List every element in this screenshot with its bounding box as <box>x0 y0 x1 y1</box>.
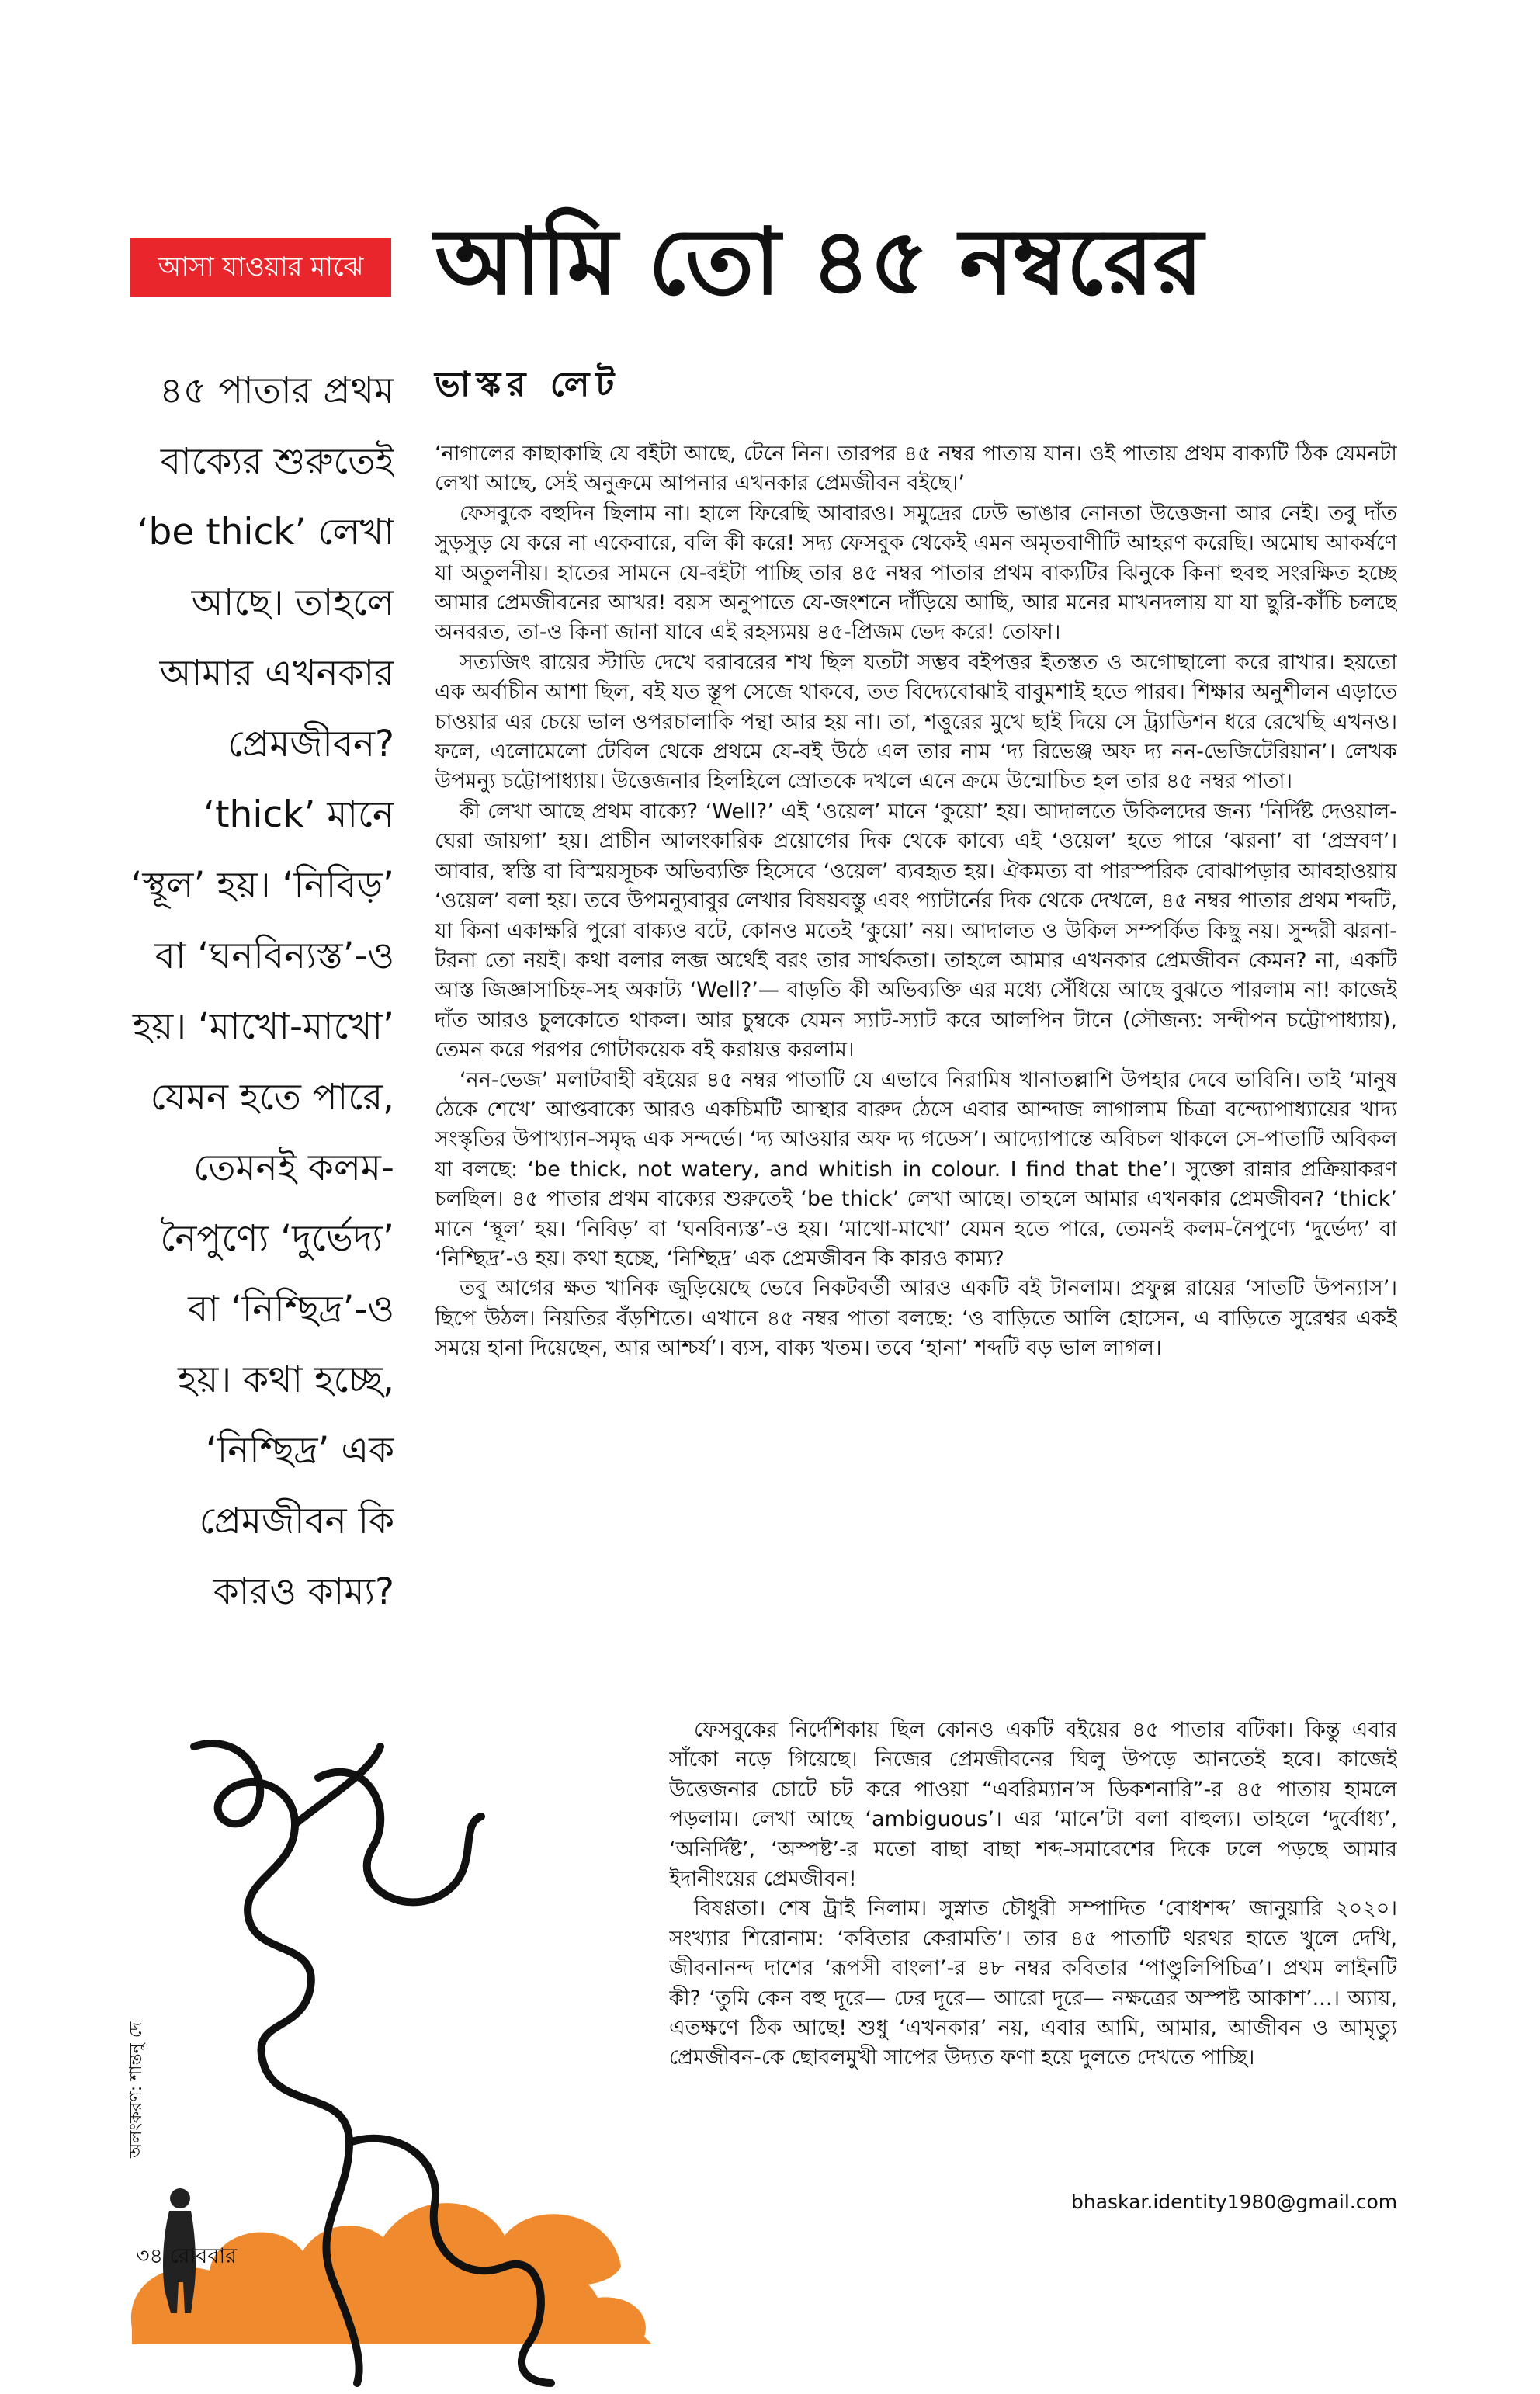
article-paragraph: ‘নাগালের কাছাকাছি যে বইটা আছে, টেনে নিন। তারপর ৪৫ নম্বর পাতায় যান। ওই পাতায় প্রথম বাক্যটি ঠিক যেমনটা লেখা আছে, সেই অনুক্রমে আপনার এখনকার প্রেমজীবন বইছে।’ <box>435 442 1397 496</box>
illustration <box>116 1723 660 2391</box>
illustration-credit: অলংকরণ: শান্তনু দে <box>127 2021 146 2158</box>
pull-quote: ৪৫ পাতার প্রথম বাক্যের শুরুতেই ‘be thick’ লেখা আছে। তাহলে আমার এখনকার প্রেমজীবন? ‘thick’ মানে ‘স্থূল’ হয়। ‘নিবিড়’ বা ‘ঘনবিন্যস্ত’-ও হয়। ‘মাখো-মাখো’ যেমন হতে পারে, তেমনই কলম-নৈপুণ্যে ‘দুর্ভেদ্য’ বা ‘নিশ্ছিদ্র’-ও হয়। কথা হচ্ছে, ‘নিশ্ছিদ্র’ এক প্রেমজীবন কি কারও কাম্য? <box>130 370 394 1613</box>
article-paragraph: বিষণ্ণতা। শেষ ট্রাই নিলাম। সুস্নাত চৌধুরী সম্পাদিত ‘বোধশব্দ’ জানুয়ারি ২০২০। সংখ্যার শিরোনাম: ‘কবিতার কেরামতি’। তার ৪৫ পাতাটি থরথর হাতে খুলে দেখি, জীবনানন্দ দাশের ‘রূপসী বাংলা’-র ৪৮ নম্বর কবিতার ‘পাণ্ডুলিপিচিত্র’। প্রথম লাইনটি কী? ‘তুমি কেন বহু দূরে— ঢের দূরে— আরো দূরে— নক্ষত্রের অস্পষ্ট আকাশ’...। অ্যায়, এতক্ষণে ঠিক আছে! শুধু ‘এখনকার’ নয়, এবার আমি, আমার, আজীবন ও আমৃত্যু প্রেমজীবন-কে ছোবলমুখী সাপের উদ্যত ফণা হয়ে দুলতে দেখতে পাচ্ছি। <box>669 1896 1397 2070</box>
section-tag: আসা যাওয়ার মাঝে <box>130 238 391 297</box>
author-email[interactable]: bhaskar.identity1980@gmail.com <box>1071 2191 1398 2213</box>
article-paragraph: তবু আগের ক্ষত খানিক জুড়িয়েছে ভেবে নিকটবর্তী আরও একটি বই টানলাম। প্রফুল্ল রায়ের ‘সাতটি উপন্যাস’। ছিপে উঠল। নিয়তির বঁড়শিতে। এখানে ৪৫ নম্বর পাতা বলছে: ‘ও বাড়িতে আলি হোসেন, এ বাড়িতে সুরেশ্বর একই সময়ে হানা দিয়েছেন, আর আশ্চর্য’। ব্যস, বাক্য খতম। তবে ‘হানা’ শব্দটি বড় ভাল লাগল। <box>435 1276 1397 1361</box>
headline: আমি তো ৪৫ নম্বরের <box>435 208 1203 315</box>
article-paragraph: ফেসবুকে বহুদিন ছিলাম না। হালে ফিরেছি আবারও। সমুদ্রের ঢেউ ভাঙার নোনতা উত্তেজনা আর নেই। তবু দাঁত সুড়সুড় যে করে না একেবারে, বলি কী করে! সদ্য ফেসবুক থেকেই এমন অমৃতবাণীটি আহরণ করেছি। অমোঘ আকর্ষণে যা অতুলনীয়। হাতের সামনে যে-বইটা পাচ্ছি তার ৪৫ নম্বর পাতার প্রথম বাক্যটির ঝিনুকে কিনা হুবহু সংরক্ষিত হচ্ছে আমার প্রেমজীবনের আখর! বয়স অনুপাতে যে-জংশনে দাঁড়িয়ে আছি, আর মনের মাখনদলায় যা যা ছুরি-কাঁচি চলছে অনবরত, তা-ও কিনা জানা যাবে এই রহস্যময় ৪৫-প্রিজম ভেদ করে! তোফা। <box>435 501 1397 645</box>
page-label: ৩৪ রোববার <box>136 2244 238 2268</box>
article-body-main <box>435 439 1397 1681</box>
illustration-art <box>116 1723 660 2391</box>
article-paragraph: ‘নন-ভেজ’ মলাটবাহী বইয়ের ৪৫ নম্বর পাতাটি যে এভাবে নিরামিষ খানাতল্লাশি উপহার দেবে ভাবিনি। তাই ‘মানুষ ঠেকে শেখে’ আপ্তবাক্যে আরও একচিমটি আস্থার বারুদ ঠেসে এবার আন্দাজ লাগালাম চিত্রা বন্দ্যোপাধ্যায়ের খাদ্য সংস্কৃতির উপাখ্যান-সমৃদ্ধ এক সন্দর্ভে। ‘দ্য আওয়ার অফ দ্য গডেস’। আদ্যোপান্তে অবিচল থাকলে সে-পাতাটি অবিকল যা বলছে: ‘be thick, not watery, and whitish in colour. I find that the’। সুক্তো রান্নার প্রক্রিয়াকরণ চলছিল। ৪৫ পাতার প্রথম বাক্যের শুরুতেই ‘be thick’ লেখা আছে। তাহলে আমার এখনকার প্রেমজীবন? ‘thick’ মানে ‘স্থূল’ হয়। ‘নিবিড়’ বা ‘ঘনবিন্যস্ত’-ও হয়। ‘মাখো-মাখো’ যেমন হতে পারে, তেমনই কলম-নৈপুণ্যে ‘দুর্ভেদ্য’ বা ‘নিশ্ছিদ্র’-ও হয়। কথা হচ্ছে, ‘নিশ্ছিদ্র’ এক প্রেমজীবন কি কারও কাম্য? <box>435 1067 1397 1271</box>
article-paragraph: সত্যজিৎ রায়ের স্টাডি দেখে বরাবরের শখ ছিল যতটা সম্ভব বইপত্তর ইতস্তত ও অগোছালো করে রাখার। হয়তো এক অর্বাচীন আশা ছিল, বই যত স্তূপ সেজে থাকবে, তত বিদ্যেবোঝাই বাবুমশাই হতে পারব। শিক্ষার অনুশীলন এড়াতে চাওয়ার এর চেয়ে ভাল ওপরচালাকি পন্থা আর হয় না। তা, শত্তুরের মুখে ছাই দিয়ে সে ট্র্যাডিশন ধরে রেখেছি এখনও। ফলে, এলোমেলো টেবিল থেকে প্রথমে যে-বই উঠে এল তার নাম ‘দ্য রিভেঞ্জ অফ দ্য নন-ভেজিটেরিয়ান’। লেখক উপমন্যু চট্টোপাধ্যায়। উত্তেজনার হিলহিলে স্রোতকে দখলে এনে ক্রমে উন্মোচিত হল তার ৪৫ নম্বর পাতা। <box>435 650 1397 794</box>
byline: ভাস্কর লেট <box>435 365 621 404</box>
article-paragraph: কী লেখা আছে প্রথম বাক্যে? ‘Well?’ এই ‘ওয়েল’ মানে ‘কুয়ো’ হয়। আদালতে উকিলদের জন্য ‘নির্দিষ্ট দেওয়াল-ঘেরা জায়গা’ হয়। প্রাচীন আলংকারিক প্রয়োগের দিক থেকে কাব্যে এই ‘ওয়েল’ হতে পারে ‘ঝরনা’ বা ‘প্রস্রবণ’। আবার, স্বস্তি বা বিস্ময়সূচক অভিব্যক্তি হিসেবে ‘ওয়েল’ ব্যবহৃত হয়। ঐকমত্য বা পারস্পরিক বোঝাপড়ার আবহাওয়ায় ‘ওয়েল’ বলা হয়। তবে উপমন্যুবাবুর লেখার বিষয়বস্তু এবং প্যাটার্নের দিক থেকে দেখলে, ৪৫ নম্বর পাতার প্রথম শব্দটি, যা কিনা একাক্ষরি পুরো বাক্যও বটে, কোনও মতেই ‘কুয়ো’ নয়। আদালত ও উকিল সম্পর্কিত কিছু নয়। সুন্দরী ঝরনা-টরনা তো নয়ই। কথা বলার লব্জ অর্থেই বরং তার সার্থকতা। তাহলে আমার এখনকার প্রেমজীবন কেমন? না, একটি আস্ত জিজ্ঞাসাচিহ্ন-সহ অকাট্য ‘Well?’— বাড়তি কী অভিব্যক্তি এর মধ্যে সেঁধিয়ে আছে বুঝতে পারলাম না! কাজেই দাঁত আরও চুলকোতে থাকল। আর চুম্বকে যেমন স্যাট-স্যাট করে আলপিন টানে (সৌজন্য: সন্দীপন চট্টোপাধ্যায়), তেমন করে পরপর গোটাকয়েক বই করায়ত্ত করলাম। <box>435 799 1397 1063</box>
article-paragraph: ফেসবুকের নির্দেশিকায় ছিল কোনও একটি বইয়ের ৪৫ পাতার বটিকা। কিন্তু এবার সাঁকো নড়ে গিয়েছে। নিজের প্রেমজীবনের ঘিলু উপড়ে আনতেই হবে। কাজেই উত্তেজনার চোটে চট করে পাওয়া “এবরিম্যান’স ডিকশনারি”-র ৪৫ পাতায় হামলে পড়লাম। লেখা আছে ‘ambiguous’। এর ‘মানে’টা বলা বাহুল্য। তাহলে ‘দুর্বোধ্য’, ‘অনির্দিষ্ট’, ‘অস্পষ্ট’-র মতো বাছা বাছা শব্দ-সমাবেশের দিকে ঢলে পড়ছে আমার ইদানীংয়ের প্রেমজীবন! <box>669 1718 1397 1892</box>
article-body-second <box>669 1716 1397 2189</box>
